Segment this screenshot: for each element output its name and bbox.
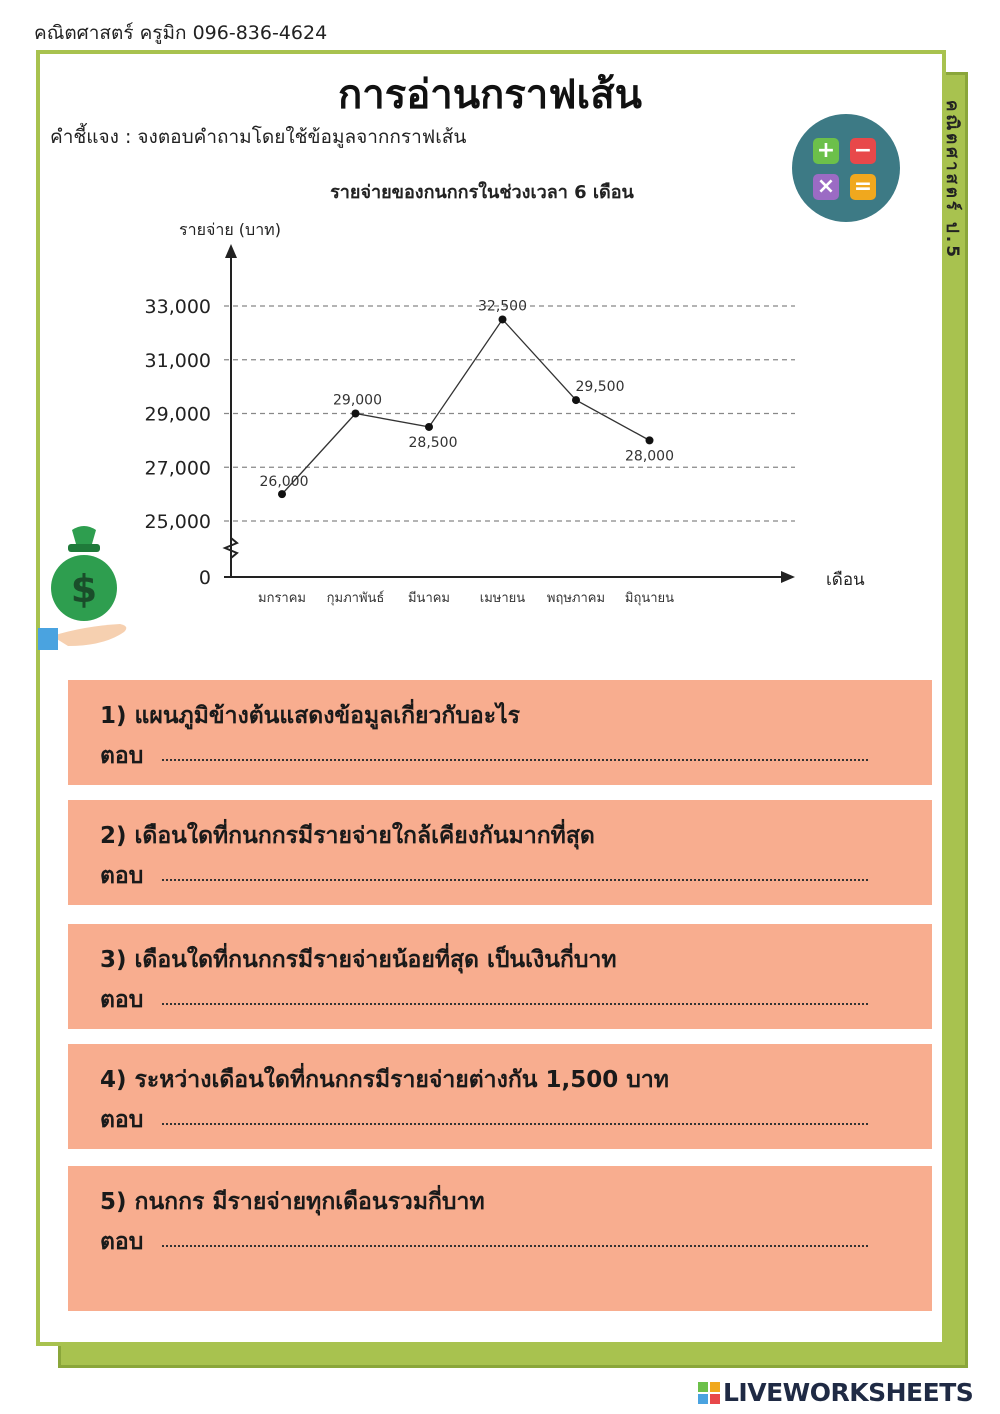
dollar-sign: $ — [70, 567, 98, 611]
data-label: 28,000 — [625, 448, 674, 465]
answer-label: ตอบ — [100, 743, 144, 769]
liveworksheets-brand — [698, 1378, 973, 1407]
chart-x-axis-label: เดือน — [826, 570, 865, 590]
question-box — [68, 800, 932, 905]
data-point — [646, 436, 654, 444]
data-label: 28,500 — [408, 434, 458, 451]
data-label: 29,500 — [575, 379, 625, 396]
x-tick-label: กุมภาพันธ์ — [326, 591, 385, 606]
data-label: 29,000 — [333, 392, 382, 409]
question-box — [68, 1044, 932, 1149]
equals-icon: = — [850, 174, 876, 200]
times-icon: × — [813, 174, 839, 200]
header-credit: คณิตศาสตร์ ครูมิก 096-836-4624 — [34, 22, 328, 44]
data-point — [425, 423, 433, 431]
x-axis-arrow — [781, 571, 795, 583]
answer-label: ตอบ — [100, 1107, 144, 1133]
answer-field[interactable] — [162, 759, 868, 761]
plus-icon: + — [813, 138, 839, 164]
x-tick-label: มกราคม — [258, 591, 306, 606]
question-text: 3) เดือนใดที่กนกกรมีรายจ่ายน้อยที่สุด เป็นเงินกี่บาท — [100, 947, 617, 973]
y-tick-label: 29,000 — [144, 403, 211, 426]
x-tick-label: เมษายน — [479, 591, 526, 606]
data-point — [572, 396, 580, 404]
minus-icon: − — [850, 138, 876, 164]
side-label: คณิตศาสตร์ ป.5 — [942, 100, 962, 261]
x-tick-label: มีนาคม — [407, 591, 451, 606]
chart-title: รายจ่ายของกนกกรในช่วงเวลา 6 เดือน — [330, 182, 634, 203]
chart-y-axis-label: รายจ่าย (บาท) — [179, 220, 281, 239]
y-tick-label: 27,000 — [144, 457, 211, 480]
question-text: 4) ระหว่างเดือนใดที่กนกกรมีรายจ่ายต่างกัน 1,500 บาท — [100, 1067, 669, 1093]
question-box — [68, 680, 932, 785]
question-box — [68, 924, 932, 1029]
y-tick-label: 31,000 — [144, 349, 211, 372]
page-title: การอ่านกราฟเส้น — [338, 72, 642, 118]
answer-label: ตอบ — [100, 987, 144, 1013]
money-bag-hand-icon — [34, 522, 134, 658]
answer-field[interactable] — [162, 1123, 868, 1125]
answer-field[interactable] — [162, 1003, 868, 1005]
data-point — [278, 490, 286, 498]
line-chart — [0, 0, 1000, 640]
x-tick-label: พฤษภาคม — [546, 591, 606, 606]
y-tick-label: 25,000 — [144, 511, 211, 533]
data-label: 26,000 — [259, 474, 309, 491]
answer-field[interactable] — [162, 879, 868, 881]
data-label: 32,500 — [478, 298, 527, 315]
question-box — [68, 1166, 932, 1311]
liveworksheets-logo-icon — [698, 1381, 720, 1403]
answer-label: ตอบ — [100, 863, 144, 889]
y-tick-label: 33,000 — [144, 296, 211, 318]
question-text: 5) กนกกร มีรายจ่ายทุกเดือนรวมกี่บาท — [100, 1189, 485, 1215]
data-point — [352, 410, 360, 418]
instruction-text: คำชี้แจง : จงตอบคำถามโดยใช้ข้อมูลจากกราฟเส้น — [50, 126, 467, 148]
answer-field[interactable] — [162, 1245, 868, 1247]
question-text: 2) เดือนใดที่กนกกรมีรายจ่ายใกล้เคียงกันมากที่สุด — [100, 823, 595, 849]
y-tick-label-zero: 0 — [198, 567, 211, 589]
answer-label: ตอบ — [100, 1229, 144, 1255]
data-point — [499, 315, 507, 323]
x-tick-label: มิถุนายน — [624, 591, 675, 606]
question-text: 1) แผนภูมิข้างต้นแสดงข้อมูลเกี่ยวกับอะไร — [100, 703, 521, 729]
y-axis-arrow — [225, 244, 237, 258]
brand-name: LIVEWORKSHEETS — [723, 1378, 974, 1407]
